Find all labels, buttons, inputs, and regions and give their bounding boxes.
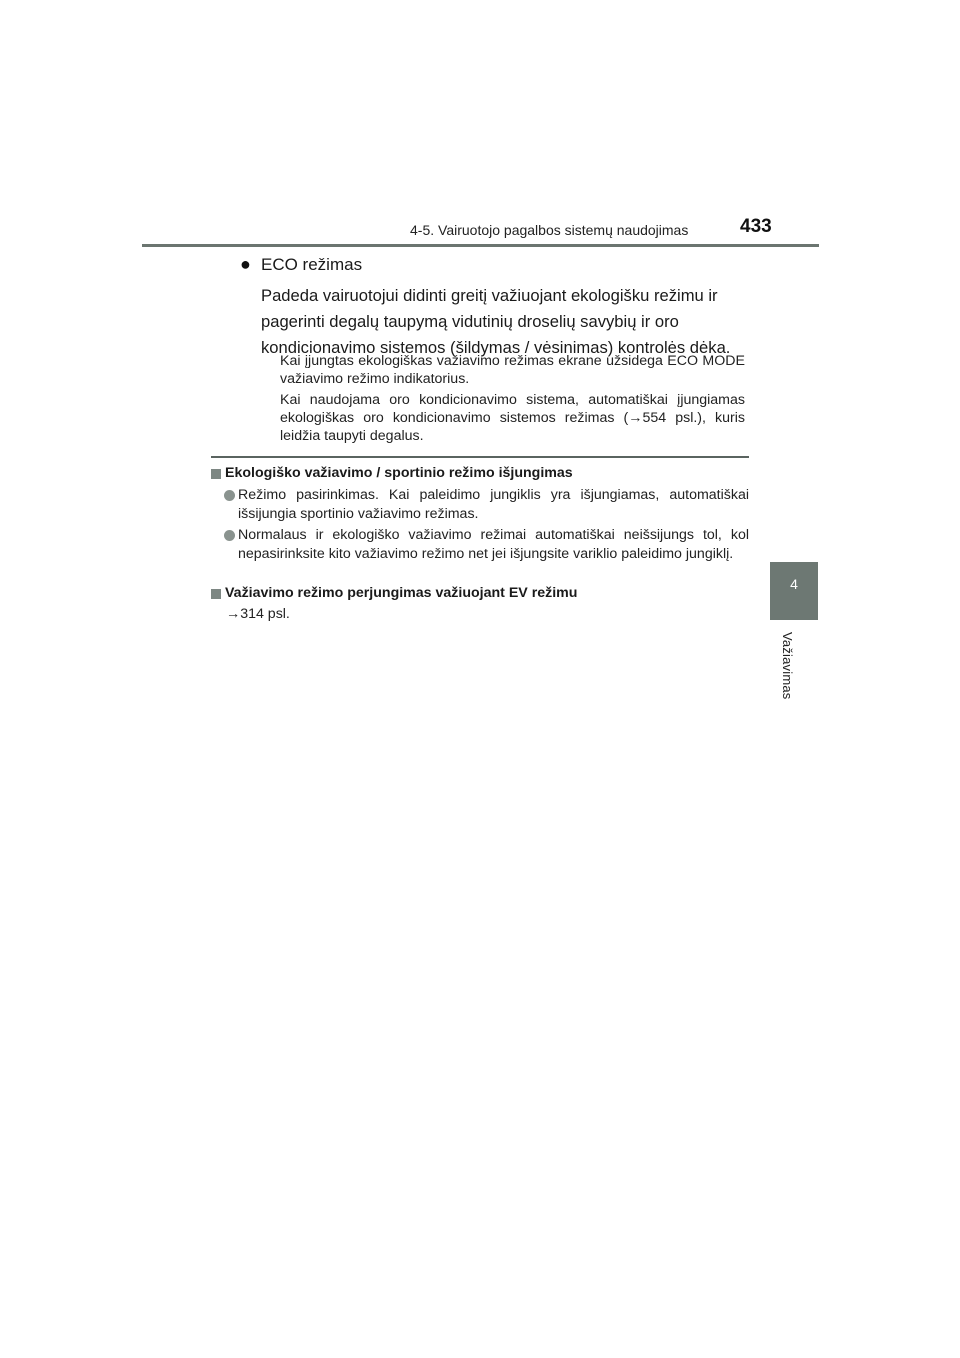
- eco-note: Kai įjungtas ekologiškas važiavimo režimas ekrane užsidega ECO MODE važiavimo režimo indikatorius.: [280, 353, 745, 387]
- gray-circle-bullet-icon: [224, 490, 235, 501]
- eco-mode-title: ECO režimas: [261, 255, 363, 274]
- gray-circle-bullet-icon: [224, 530, 235, 541]
- section-title: Ekologiško važiavimo / sportinio režimo išjungimas: [225, 465, 573, 481]
- black-circle-bullet-icon: ●: [240, 254, 251, 274]
- header-rule: [142, 244, 819, 247]
- section-divider: [211, 456, 749, 458]
- eco-note: Kai naudojama oro kondicionavimo sistema, automatiškai įjungiamas ekologiškas oro kondicionavimo sistemos režimas (→554 psl.), kuris leidžia taupyti degalus.: [280, 392, 745, 444]
- square-bullet-icon: [211, 589, 221, 599]
- section-item: Režimo pasirinkimas. Kai paleidimo jungiklis yra išjungiamas, automatiškai išsijungia sportinio važiavimo režimas.: [238, 487, 749, 522]
- square-bullet-icon: [211, 469, 221, 479]
- eco-paragraph-line: kondicionavimo sistemos (šildymas / vėsinimas) kontrolės dėka.: [261, 338, 731, 357]
- page-reference-link[interactable]: →314 psl.: [226, 606, 290, 622]
- page-number: 433: [740, 216, 772, 237]
- header-section-title: 4-5. Vairuotojo pagalbos sistemų naudojimas: [410, 222, 689, 238]
- eco-paragraph-line: Padeda vairuotojui didinti greitį važiuojant ekologišku režimu ir: [261, 286, 718, 305]
- section-item: Normalaus ir ekologiško važiavimo režimai automatiškai neišsijungs tol, kol nepasirinksite kito važiavimo režimo net jei išjungsite variklio paleidimo jungiklį.: [238, 527, 749, 562]
- chapter-tab-number: 4: [790, 576, 798, 592]
- chapter-label: Važiavimas: [780, 632, 795, 700]
- eco-paragraph-line: pagerinti degalų taupymą vidutinių droselių savybių ir oro: [261, 312, 679, 331]
- section-title: Važiavimo režimo perjungimas važiuojant EV režimu: [225, 585, 578, 601]
